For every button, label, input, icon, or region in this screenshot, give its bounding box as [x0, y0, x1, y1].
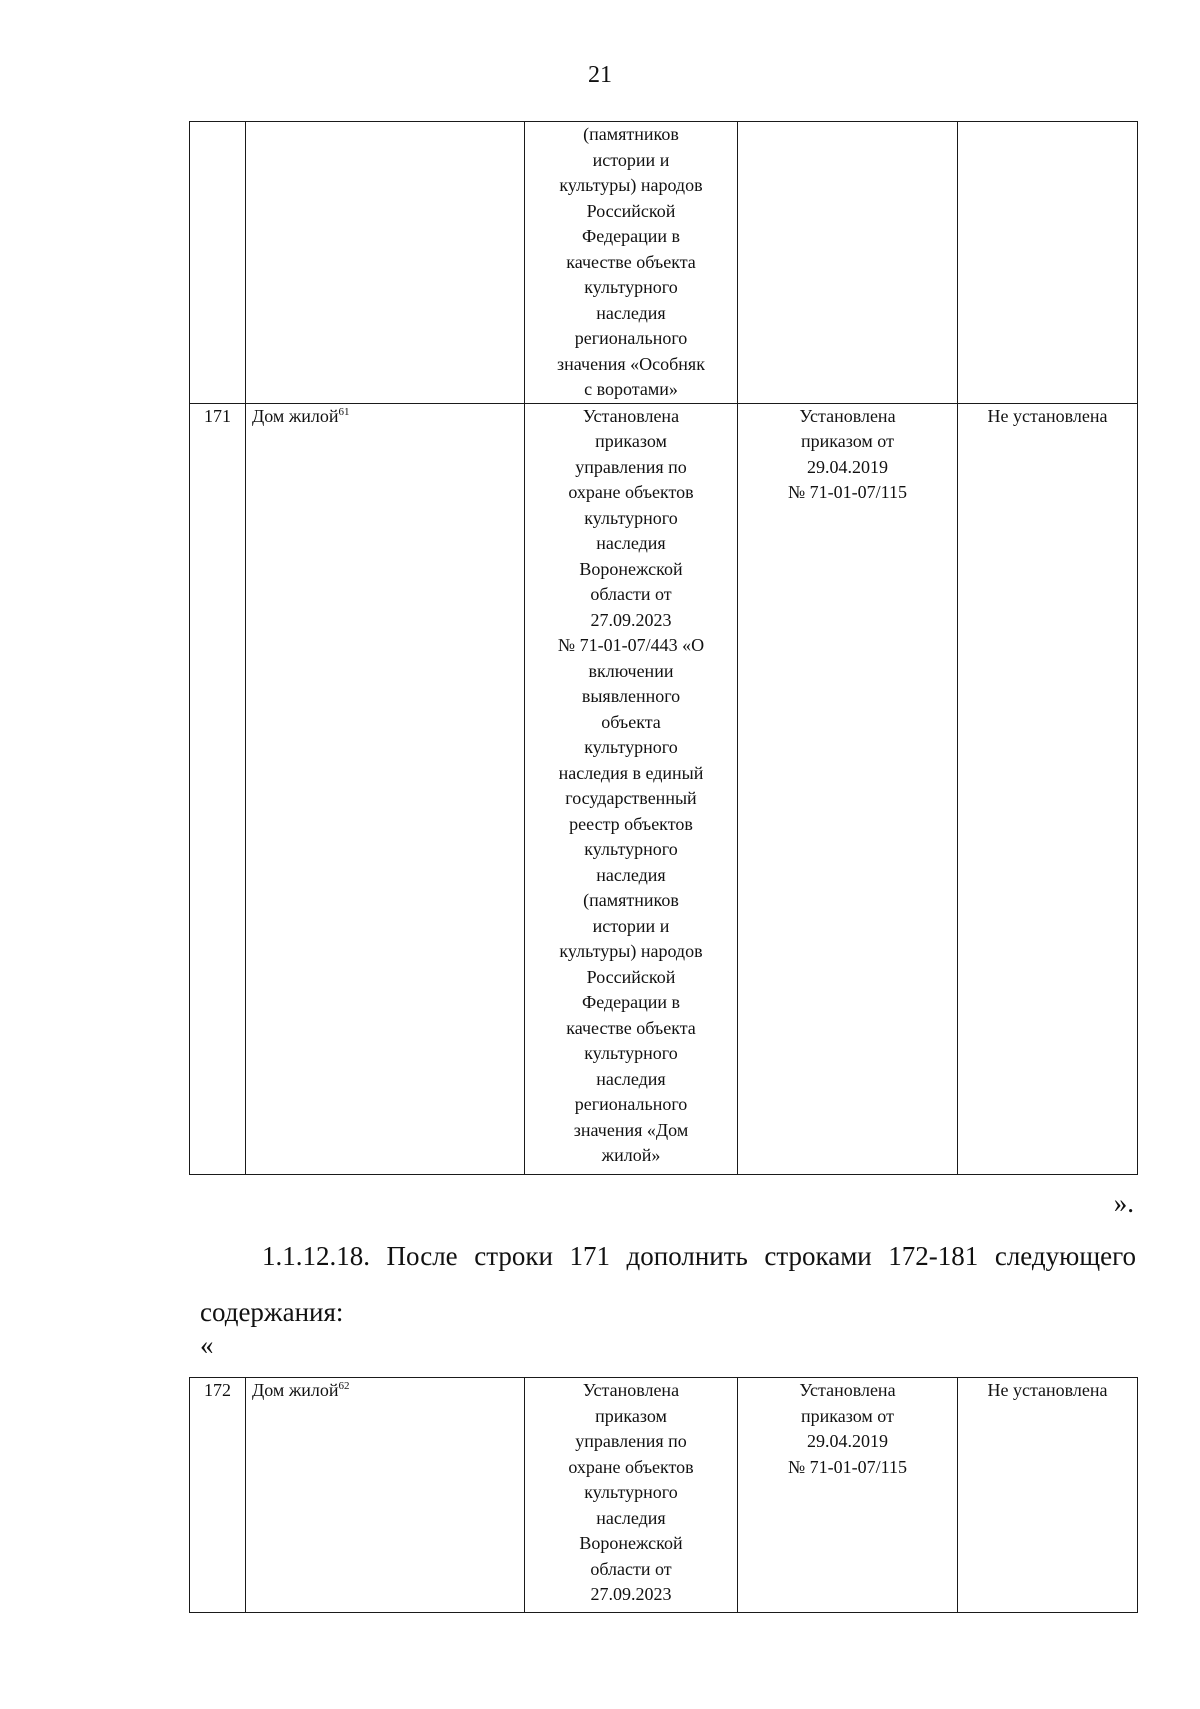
opening-quote: « [200, 1330, 214, 1360]
cell-territory-boundaries: Установлена приказом от 29.04.2019 № 71-01-07/115 [738, 403, 958, 1174]
cell-object-name [246, 122, 525, 404]
cell-object-name [246, 403, 525, 1174]
cell-territory-boundaries: Установлена приказом от 29.04.2019 № 71-01-07/115 [738, 1378, 958, 1613]
table-row-continuation [190, 122, 1138, 404]
cell-protection-zones [958, 122, 1138, 404]
closing-quote: ». [1113, 1188, 1134, 1218]
cell-protection-zones: Не установлена [958, 1378, 1138, 1613]
cell-protection-status: Установлена приказом управления по охране объектов культурного наследия Воронежской области от 27.09.2023 № 71-01-07/443 «О включении выявленного объекта культурного наследия в единый государственный реестр объектов культурного наследия (памятников истории и культуры) народов Российской Федерации в качестве объекта культурного наследия регионального значения «Дом жилой» [525, 403, 738, 1174]
cell-territory-boundaries [738, 122, 958, 404]
object-name: Дом жилой [252, 1380, 339, 1400]
footnote-marker: 62 [338, 1380, 350, 1392]
table-row-171 [190, 403, 1138, 1174]
object-name: Дом жилой [252, 405, 339, 426]
registry-table-bottom [189, 1377, 1138, 1613]
cell-protection-zones: Не установлена [958, 403, 1138, 1174]
cell-protection-status: (памятников истории и культуры) народов Российской Федерации в качестве объекта культурного наследия регионального значения «Особняк с воротами» [525, 122, 738, 404]
cell-number [190, 122, 246, 404]
cell-object-name [246, 1378, 525, 1613]
registry-table-top [189, 121, 1138, 1175]
footnote-marker: 61 [338, 405, 350, 418]
cell-number: 171 [190, 403, 246, 1174]
table-row-172 [190, 1378, 1138, 1613]
amendment-paragraph: 1.1.12.18. После строки 171 дополнить строками 172-181 следующего содержания: [200, 1241, 1136, 1327]
cell-number: 172 [190, 1378, 246, 1613]
page-number: 21 [588, 62, 612, 88]
cell-protection-status: Установлена приказом управления по охране объектов культурного наследия Воронежской области от 27.09.2023 [525, 1378, 738, 1613]
